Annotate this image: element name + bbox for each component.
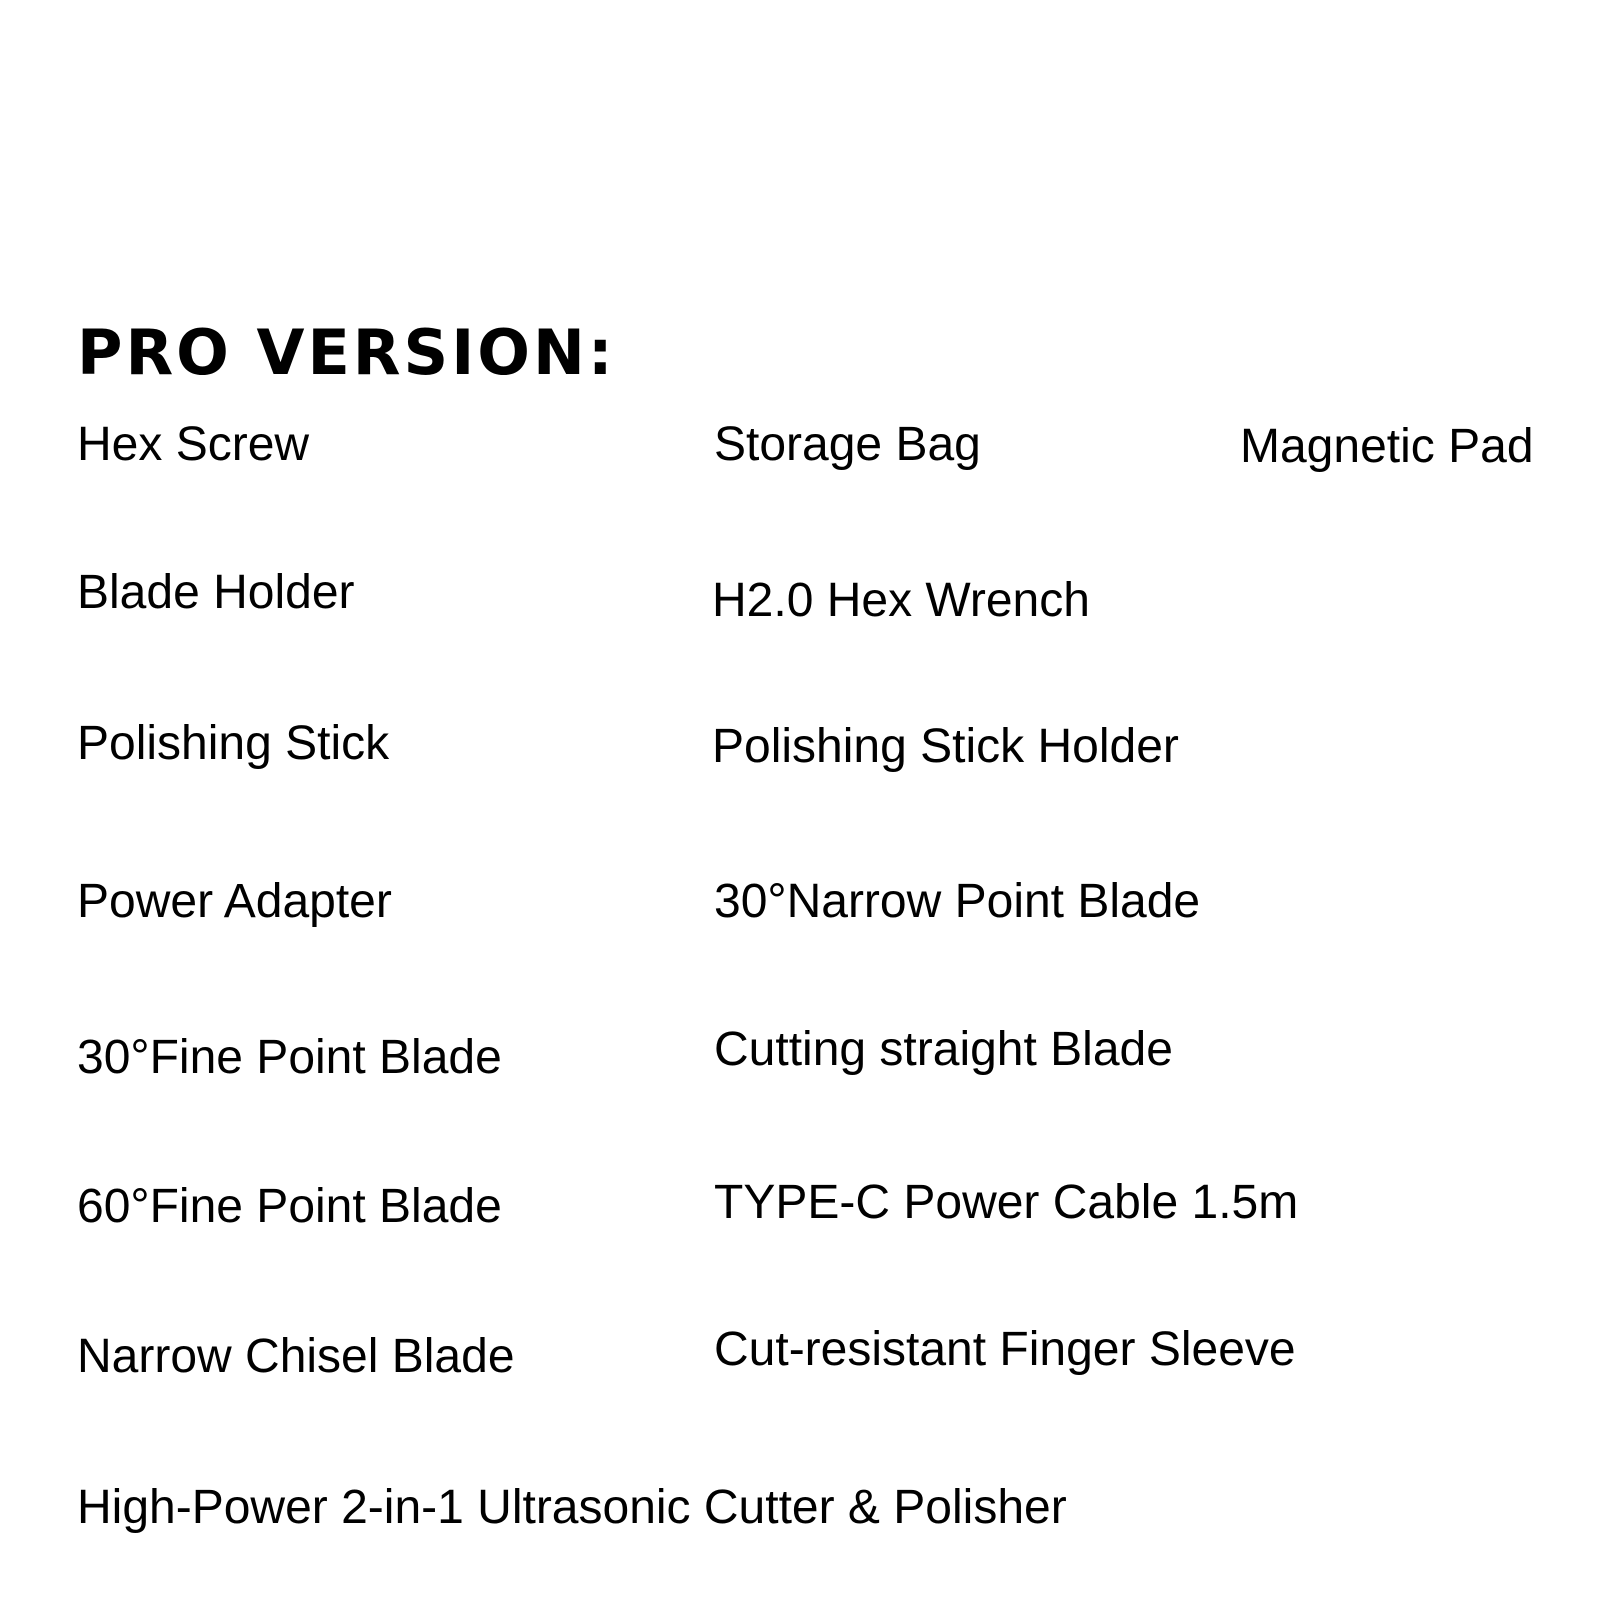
item-type-c-power-cable: TYPE-C Power Cable 1.5m [714,1176,1299,1229]
item-finger-sleeve: Cut-resistant Finger Sleeve [714,1323,1296,1376]
item-30-fine-point-blade: 30°Fine Point Blade [77,1031,502,1084]
item-polishing-stick-holder: Polishing Stick Holder [712,720,1179,773]
item-narrow-chisel-blade: Narrow Chisel Blade [77,1330,515,1383]
item-60-fine-point-blade: 60°Fine Point Blade [77,1180,502,1233]
item-hex-screw: Hex Screw [77,418,310,471]
item-hex-wrench: H2.0 Hex Wrench [712,574,1090,627]
item-polishing-stick: Polishing Stick [77,717,390,770]
item-cutting-straight-blade: Cutting straight Blade [714,1023,1173,1076]
item-power-adapter: Power Adapter [77,875,392,928]
item-magnetic-pad: Magnetic Pad [1240,420,1534,473]
item-blade-holder: Blade Holder [77,566,355,619]
page-title: PRO VERSION: [77,316,616,389]
item-storage-bag: Storage Bag [714,418,981,471]
item-30-narrow-point-blade: 30°Narrow Point Blade [714,875,1201,928]
item-ultrasonic-cutter-polisher: High-Power 2-in-1 Ultrasonic Cutter & Polisher [77,1481,1067,1534]
